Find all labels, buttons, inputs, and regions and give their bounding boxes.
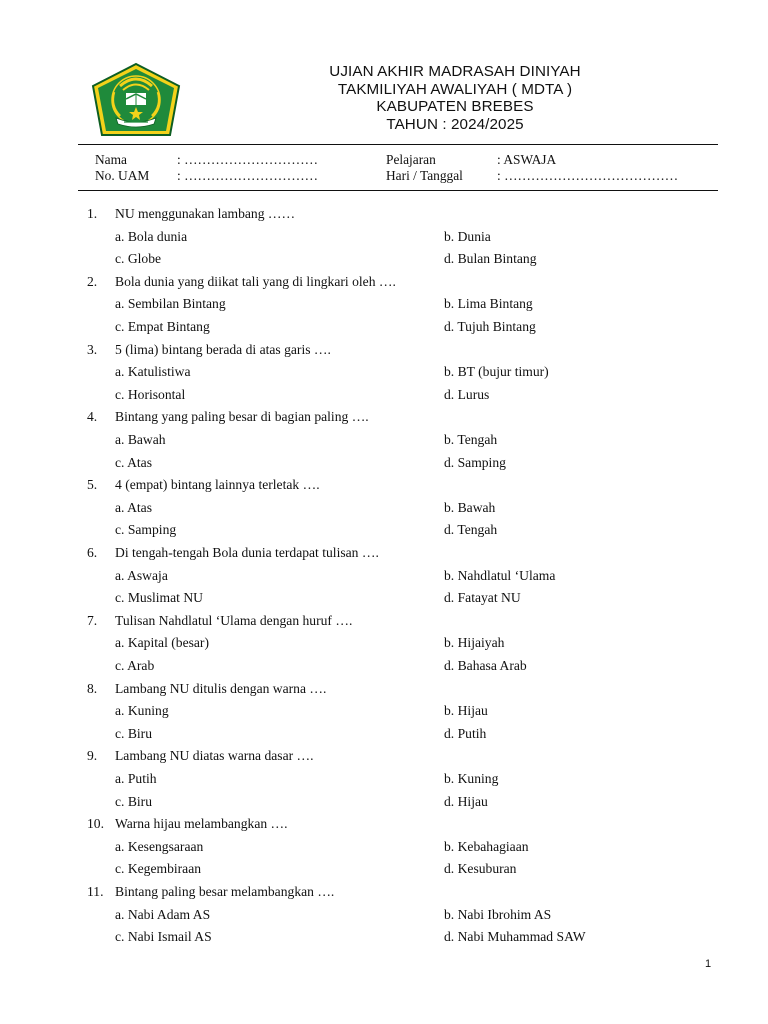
header-divider-bottom [78, 190, 718, 191]
option-c[interactable]: c. Muslimat NU [115, 590, 203, 606]
option-b[interactable]: b. Bawah [444, 499, 496, 515]
option-a[interactable]: a. Kesengsaraan [115, 838, 204, 854]
option-c[interactable]: c. Biru [115, 725, 152, 741]
option-b[interactable]: b. Nabi Ibrohim AS [444, 906, 552, 922]
option-d[interactable]: d. Tengah [444, 522, 498, 538]
option-a[interactable]: a. Katulistiwa [115, 364, 191, 380]
option-a[interactable]: a. Kapital (besar) [115, 635, 209, 651]
question-number: 10. [87, 816, 104, 832]
question-text: Lambang NU diatas warna dasar …. [115, 748, 314, 764]
question-text: Bola dunia yang diikat tali yang di lingkari oleh …. [115, 273, 396, 289]
option-b[interactable]: b. Kebahagiaan [444, 838, 529, 854]
question-text: Di tengah-tengah Bola dunia terdapat tulisan …. [115, 545, 379, 560]
hari-tanggal-label: Hari / Tanggal [386, 168, 463, 183]
question-text: 5 (lima) bintang berada di atas garis …. [115, 341, 331, 357]
header-title-line-1: UJIAN AKHIR MADRASAH DINIYAH [329, 63, 581, 80]
option-c[interactable]: c. Atas [115, 454, 152, 470]
option-d[interactable]: d. Kesuburan [444, 861, 517, 877]
header-divider-top [78, 144, 718, 145]
option-c[interactable]: c. Nabi Ismail AS [115, 929, 212, 945]
option-a[interactable]: a. Nabi Adam AS [115, 906, 211, 922]
option-a[interactable]: a. Putih [115, 771, 157, 786]
option-b[interactable]: b. Tengah [444, 432, 498, 447]
option-d[interactable]: d. Bulan Bintang [444, 251, 537, 267]
option-a[interactable]: a. Kuning [115, 703, 169, 719]
option-c[interactable]: c. Arab [115, 658, 155, 673]
question-number: 6. [87, 545, 98, 560]
question-number: 2. [87, 273, 98, 289]
option-a[interactable]: a. Bawah [115, 432, 166, 447]
option-b[interactable]: b. Lima Bintang [444, 296, 533, 312]
option-a[interactable]: a. Aswaja [115, 567, 168, 583]
question-number: 5. [87, 477, 98, 493]
no-uam-field[interactable]: : ………………………… [177, 168, 318, 183]
question-text: 4 (empat) bintang lainnya terletak …. [115, 477, 320, 493]
option-c[interactable]: c. Kegembiraan [115, 861, 202, 877]
option-c[interactable]: c. Horisontal [115, 386, 186, 402]
option-d[interactable]: d. Samping [444, 454, 506, 470]
option-b[interactable]: b. Hijaiyah [444, 635, 505, 651]
option-d[interactable]: d. Putih [444, 725, 487, 741]
option-d[interactable]: d. Tujuh Bintang [444, 319, 536, 334]
option-b[interactable]: b. BT (bujur timur) [444, 364, 549, 380]
option-b[interactable]: b. Kuning [444, 771, 499, 786]
question-number: 1. [87, 206, 98, 221]
option-d[interactable]: d. Nabi Muhammad SAW [444, 929, 586, 945]
option-c[interactable]: c. Empat Bintang [115, 319, 210, 334]
question-number: 8. [87, 680, 98, 696]
header-title-line-2: TAKMILIYAH AWALIYAH ( MDTA ) [337, 80, 573, 98]
question-text: Bintang paling besar melambangkan …. [115, 884, 335, 899]
question-text: NU menggunakan lambang …… [115, 206, 296, 221]
question-number: 9. [87, 748, 98, 764]
question-number: 4. [87, 409, 98, 425]
question-text: Warna hijau melambangkan …. [115, 816, 288, 832]
question-number: 11. [87, 884, 104, 899]
question-text: Tulisan Nahdlatul ‘Ulama dengan huruf …. [115, 612, 353, 628]
header-title-line-4: TAHUN : 2024/2025 [386, 115, 524, 133]
pelajaran-label: Pelajaran [386, 152, 436, 167]
hari-tanggal-field[interactable]: : ………………………………… [497, 168, 679, 183]
nama-field[interactable]: : ………………………… [177, 152, 318, 167]
header-title-line-3: KABUPATEN BREBES [376, 98, 534, 116]
option-b[interactable]: b. Dunia [444, 228, 491, 244]
question-text: Bintang yang paling besar di bagian paling …. [115, 409, 369, 425]
question-number: 3. [87, 341, 98, 357]
option-b[interactable]: b. Hijau [444, 703, 488, 719]
pelajaran-value: : ASWAJA [497, 152, 557, 167]
option-a[interactable]: a. Atas [115, 499, 152, 515]
exam-header [230, 63, 680, 133]
option-c[interactable]: c. Globe [115, 251, 162, 267]
question-text: Lambang NU ditulis dengan warna …. [115, 680, 327, 696]
nama-label: Nama [95, 152, 127, 167]
option-c[interactable]: c. Biru [115, 793, 152, 809]
option-b[interactable]: b. Nahdlatul ‘Ulama [444, 567, 556, 583]
kemenag-emblem-icon [90, 62, 182, 138]
no-uam-label: No. UAM [95, 168, 150, 183]
option-d[interactable]: d. Fatayat NU [444, 590, 521, 606]
option-c[interactable]: c. Samping [115, 522, 177, 538]
option-a[interactable]: a. Sembilan Bintang [115, 296, 226, 312]
option-d[interactable]: d. Bahasa Arab [444, 658, 527, 673]
option-d[interactable]: d. Lurus [444, 386, 490, 402]
option-a[interactable]: a. Bola dunia [115, 228, 188, 244]
question-number: 7. [87, 612, 98, 628]
option-d[interactable]: d. Hijau [444, 793, 488, 809]
page-number: 1 [705, 958, 712, 970]
